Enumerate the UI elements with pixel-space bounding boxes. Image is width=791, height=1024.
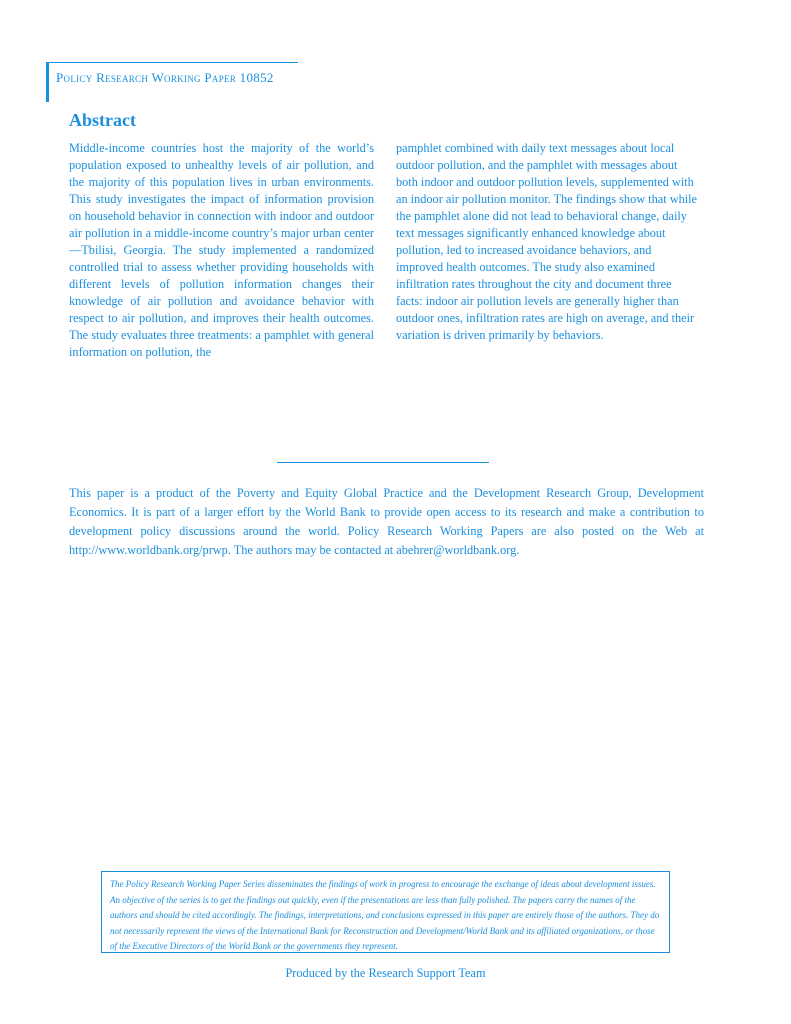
disclaimer-text: The Policy Research Working Paper Series disseminates the findings of work in progress to encourage the exchange of ideas about development issues. An objective of the series is to get the findings out quickly, even if the presentations are less than fully polished. The papers carry the names of the authors and should be cited accordingly. The findings, interpretations, and conclusions expressed in this paper are entirely those of the authors. They do not necessarily represent the views of the International Bank for Reconstruction and Development/World Bank and its affiliated organizations, or those of the Executive Directors of the World Bank or the governments they represent. xyxy=(110,879,660,952)
header-top-rule xyxy=(48,62,298,63)
product-note: This paper is a product of the Poverty and Equity Global Practice and the Development Research Group, Development Economics. It is part of a larger effort by the World Bank to provide open access to its research and make a contribution to development policy discussions around the world. Policy Research Working Papers are also posted on the Web at http://www.worldbank.org/prwp. The authors may be contacted at abehrer@worldbank.org. xyxy=(69,486,704,557)
abstract-column-right: pamphlet combined with daily text messages about local outdoor pollution, and the pamphlet with messages about both indoor and outdoor pollution levels, supplemented with an indoor air pollution monitor. The findings show that while the pamphlet alone did not lead to behavioral change, daily text messages significantly enhanced knowledge about pollution, led to increased avoidance behaviors, and improved health outcomes. The study also examined infiltration rates throughout the city and document three facts: indoor air pollution levels are generally higher than outdoor ones, infiltration rates are high on average, and their variation is driven primarily by behaviors. xyxy=(396,141,698,342)
section-divider xyxy=(277,462,489,463)
abstract-column-left: Middle-income countries host the majority of the world’s population exposed to unhealthy levels of air pollution, and the majority of this population lives in urban environments. This study investigates the impact of information provision on household behavior in connection with indoor and outdoor air pollution in a middle-income country’s major urban center—Tbilisi, Georgia. The study implemented a randomized controlled trial to assess whether providing households with different levels of pollution information changes their knowledge of air pollution and avoidance behavior with respect to air pollution, and improves their health outcomes. The study evaluates three treatments: a pamphlet with general information on pollution, the xyxy=(69,141,374,359)
series-label: Policy Research Working Paper 10852 xyxy=(56,70,274,85)
header-left-rule xyxy=(46,62,49,102)
footer-credit: Produced by the Research Support Team xyxy=(285,966,486,980)
abstract-heading: Abstract xyxy=(69,110,136,130)
disclaimer-box xyxy=(101,871,670,953)
